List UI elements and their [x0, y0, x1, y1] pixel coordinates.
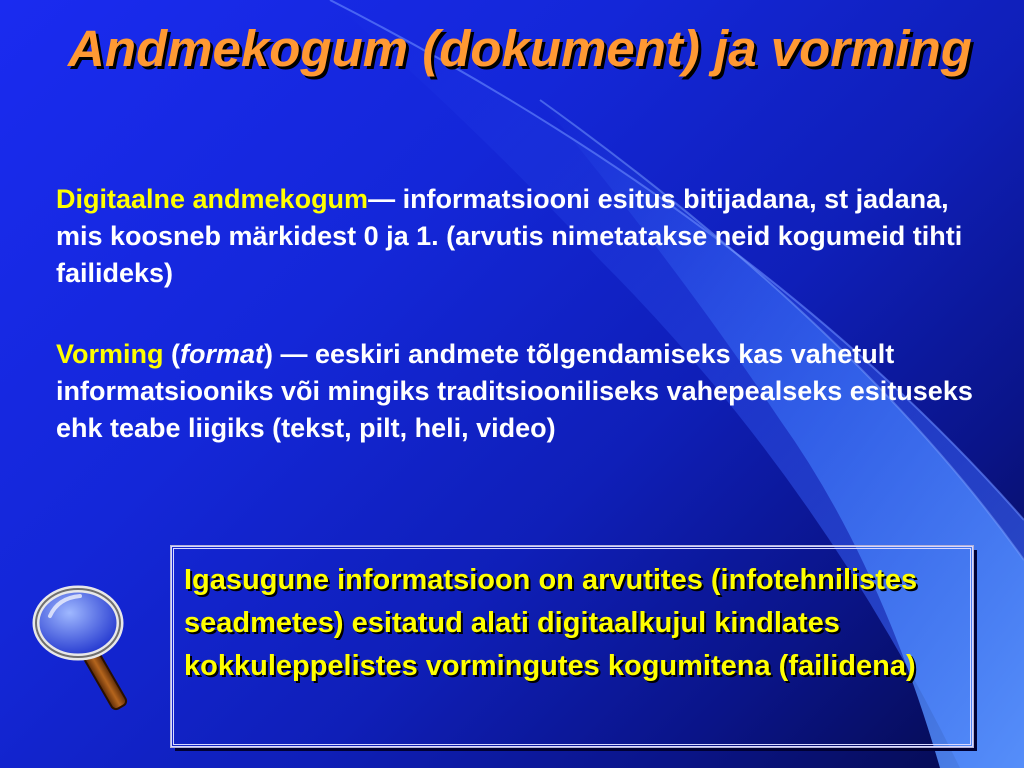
definition-digital-dataset-text: — informatsiooni esitus bitijadana, st jadana, mis koosneb märkidest 0 ja 1. (arvutis nimetatakse neid kogumeid tihti failideks): [56, 184, 963, 288]
term-format-english: format: [180, 339, 265, 369]
note-box: [171, 546, 973, 747]
format-paren-open: (: [163, 339, 180, 369]
slide-title: Andmekogum (dokument) ja vorming: [68, 20, 972, 77]
term-format: Vorming: [56, 339, 164, 369]
note-text: Igasugune informatsioon on arvutites (infotehnilistes seadmetes) esitatud alati digitaalkujul kindlates kokkuleppelistes vormingutes kogumitena (failidena): [184, 564, 918, 682]
definition-digital-dataset: [56, 181, 986, 292]
term-digital-dataset: Digitaalne andmekogum: [56, 184, 369, 214]
magnifying-glass-icon: [22, 578, 152, 718]
definition-format-text: ) — eeskiri andmete tõlgendamiseks kas vahetult informatsiooniks või mingiks traditsiooniliseks vahepealseks esituseks ehk teabe liigiks (tekst, pilt, heli, video): [56, 339, 973, 443]
definition-format: [56, 336, 986, 447]
